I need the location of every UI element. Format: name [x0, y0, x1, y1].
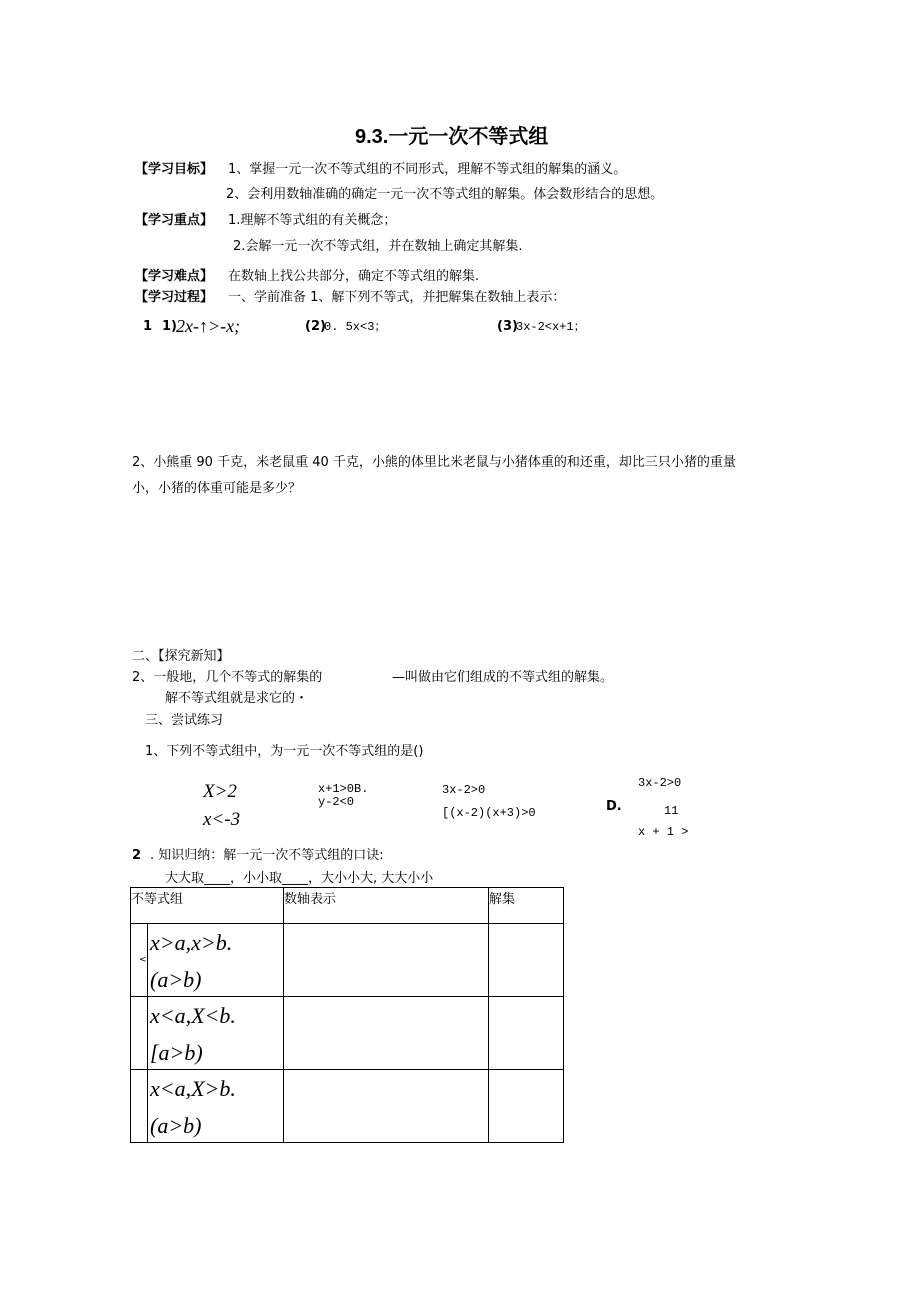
difficulty-label: 【学习难点】 — [135, 269, 214, 284]
explore-line-2: 解不等式组就是求它的・ — [165, 691, 309, 706]
row-expression: x>a,x>b.(a>b) — [147, 924, 283, 996]
option-d-line-3: x + 1 > — [638, 825, 689, 839]
mnemonic-rhyme: 大大取____，小小取____，大小小大, 大大小小 — [165, 871, 434, 886]
table-cell-system — [131, 997, 284, 1070]
option-c-line-2: [(x-2)(x+3)>0 — [442, 806, 536, 820]
q3-expression: 3x-2<x+1； — [516, 320, 586, 334]
inequality-table — [130, 887, 564, 1143]
table-cell-system — [131, 924, 284, 997]
option-a-line-1: X>2 — [203, 781, 237, 802]
process-label: 【学习过程】 — [135, 290, 214, 305]
question-number: 1 — [143, 319, 153, 334]
table-cell-solution — [489, 1070, 564, 1143]
key-points-label: 【学习重点】 — [135, 213, 214, 228]
table-header-solution: 解集 — [489, 888, 564, 924]
explore-line-1b: —叫做由它们组成的不等式组的解集。 — [392, 670, 614, 685]
key-point-2: 2.会解一元一次不等式组，并在数轴上确定其解集. — [233, 239, 523, 254]
q1-label: 1) — [162, 319, 177, 334]
key-point-1: 1.理解不等式组的有关概念； — [228, 213, 397, 228]
table-cell-solution — [489, 997, 564, 1070]
table-row — [131, 997, 564, 1070]
objective-1: 1、掌握一元一次不等式组的不同形式，理解不等式组的解集的涵义。 — [228, 162, 627, 177]
explore-line-1a: 2、一般地，几个不等式的解集的 — [132, 670, 323, 685]
q3-label: (3) — [497, 319, 518, 334]
table-header-system: 不等式组 — [131, 888, 284, 924]
problem-2-line-2: 小，小猪的体重可能是多少？ — [132, 481, 302, 496]
option-a-line-2: x<-3 — [203, 809, 241, 830]
process-text: 一、学前准备 1、解下列不等式，并把解集在数轴上表示： — [228, 290, 566, 305]
table-cell-number-line — [284, 924, 489, 997]
practice-question-2-number: 2 — [132, 848, 142, 863]
table-cell-system — [131, 1070, 284, 1143]
option-d-label: D. — [606, 799, 622, 814]
option-b-line-2: y-2<0 — [318, 795, 355, 809]
option-d-line-1: 3x-2>0 — [638, 776, 682, 790]
table-row — [131, 924, 564, 997]
objective-2: 2、会利用数轴准确的确定一元一次不等式组的解集。体会数形结合的思想。 — [226, 187, 664, 202]
table-cell-number-line — [284, 1070, 489, 1143]
row-expression: x<a,X<b.[a>b) — [147, 997, 283, 1069]
practice-question-2: . 知识归纳：解一元一次不等式组的口诀: — [150, 848, 384, 863]
q1-expression: 2x-↑>-x; — [176, 316, 241, 336]
difficulty-text: 在数轴上找公共部分，确定不等式组的解集. — [228, 269, 480, 284]
table-header-row — [131, 888, 564, 924]
option-b-line-1: x+1>0B. — [318, 782, 369, 796]
page-title: 9.3.一元一次不等式组 — [355, 126, 549, 148]
row-expression: x<a,X>b.(a>b) — [147, 1070, 283, 1142]
objectives-label: 【学习目标】 — [135, 162, 214, 177]
option-d-line-2: 11 — [664, 804, 679, 818]
table-header-number-line: 数轴表示 — [284, 888, 489, 924]
option-c-line-1: 3x-2>0 — [442, 783, 486, 797]
practice-heading: 三、尝试练习 — [145, 713, 224, 728]
problem-2-line-1: 2、小熊重 90 千克，米老鼠重 40 千克，小熊的体里比米老鼠与小猪体重的和还重，却比三只小猪的重量 — [132, 455, 736, 470]
table-cell-solution — [489, 924, 564, 997]
q2-expression: 0. 5x<3； — [324, 320, 387, 334]
table-row — [131, 1070, 564, 1143]
table-cell-number-line — [284, 997, 489, 1070]
practice-question-1: 1、下列不等式组中，为一元一次不等式组的是() — [145, 744, 424, 759]
q2-label: (2) — [305, 319, 326, 334]
row-bullet: < — [139, 955, 147, 965]
explore-heading: 二、【探究新知】 — [132, 649, 230, 664]
